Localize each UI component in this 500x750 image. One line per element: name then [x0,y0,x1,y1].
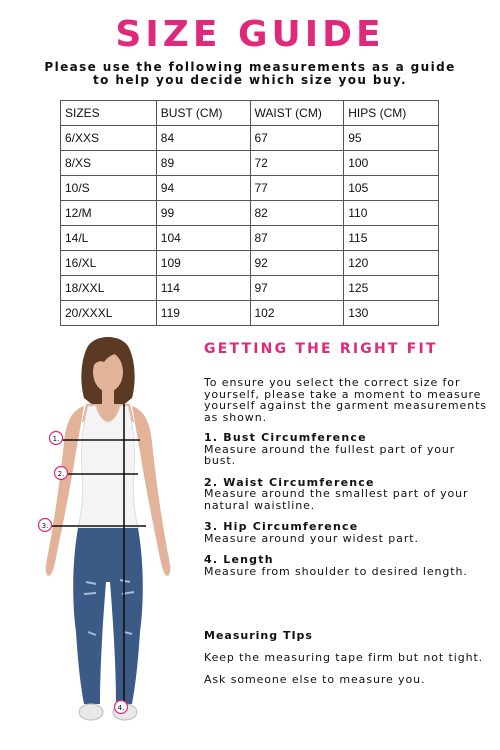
header-hips: HIPS (CM) [344,101,439,126]
cell-bust: 89 [156,151,250,176]
step-bust-text: Measure around the fullest part of your bust. [204,442,456,467]
table-row [61,276,439,301]
table-row [61,126,439,151]
cell-bust: 99 [156,201,250,226]
fit-instructions [204,377,489,587]
cell-hips: 125 [344,276,439,301]
cell-waist: 77 [250,176,344,201]
cell-hips: 115 [344,226,439,251]
step-waist-title: 2. Waist Circumference [204,475,375,489]
marker-1 [50,432,63,445]
page-subtitle [20,61,480,87]
table-row [61,176,439,201]
cell-size: 12/M [61,201,157,226]
table-row [61,151,439,176]
fit-intro: To ensure you select the correct size for yourself, please take a moment to measure yourself against the garment measurements as shown. [204,376,487,424]
step-hip-title: 3. Hip Circumference [204,520,359,533]
step-length [204,554,489,577]
cell-bust: 94 [156,176,250,201]
step-waist-text: Measure around the smallest part of your natural waistline. [204,487,469,512]
cell-waist: 82 [250,201,344,226]
cell-bust: 109 [156,251,250,276]
cell-size: 18/XXL [61,276,157,301]
cell-hips: 100 [344,151,439,176]
cell-size: 14/L [61,226,157,251]
table-row [61,251,439,276]
neck-shape [102,388,114,404]
cell-bust: 84 [156,126,250,151]
table-header-row [61,101,439,126]
step-waist [204,477,489,512]
header-waist: WAIST (CM) [250,101,344,126]
model-figure [14,332,194,742]
cell-size: 16/XL [61,251,157,276]
step-length-text: Measure from shoulder to desired length. [204,564,468,578]
marker-2 [55,467,68,480]
cell-size: 20/XXXL [61,301,157,326]
cell-hips: 120 [344,251,439,276]
tip-item: Keep the measuring tape firm but not tight. [204,651,484,664]
tip-item: Ask someone else to measure you. [204,672,426,686]
table-row [61,301,439,326]
cell-waist: 92 [250,251,344,276]
step-hip [204,521,489,544]
subtitle-line-2: to help you decide which size you buy. [93,73,407,87]
cell-size: 10/S [61,176,157,201]
tips-heading: Measuring TIps [204,629,313,642]
cell-size: 8/XS [61,151,157,176]
header-sizes: SIZES [61,101,157,126]
cell-hips: 105 [344,176,439,201]
jeans [73,528,143,704]
cell-waist: 97 [250,276,344,301]
tips-list [204,652,489,695]
cell-hips: 95 [344,126,439,151]
step-bust-title: 1. Bust Circumference [204,431,367,444]
cell-bust: 119 [156,301,250,326]
tank-top [78,406,138,528]
step-length-title: 4. Length [204,553,274,566]
cell-waist: 67 [250,126,344,151]
marker-4-label: 4. [117,704,125,712]
cell-size: 6/XXS [61,126,157,151]
cell-bust: 104 [156,226,250,251]
marker-4 [115,701,128,714]
marker-2-label: 2. [57,470,65,478]
page-title: SIZE GUIDE [115,14,385,55]
marker-1-label: 1. [52,435,60,443]
cell-hips: 110 [344,201,439,226]
marker-3-label: 3. [41,522,49,530]
cell-waist: 102 [250,301,344,326]
subtitle-line-1: Please use the following measurements as a guide [44,60,456,74]
cell-bust: 114 [156,276,250,301]
marker-3 [39,519,52,532]
size-table [60,100,439,326]
cell-hips: 130 [344,301,439,326]
step-hip-text: Measure around your widest part. [204,531,419,545]
table-row [61,226,439,251]
cell-waist: 72 [250,151,344,176]
left-shoe [79,704,103,720]
header-bust: BUST (CM) [156,101,250,126]
step-bust [204,432,489,467]
fit-heading: GETTING THE RIGHT FIT [204,341,438,357]
cell-waist: 87 [250,226,344,251]
table-row [61,201,439,226]
